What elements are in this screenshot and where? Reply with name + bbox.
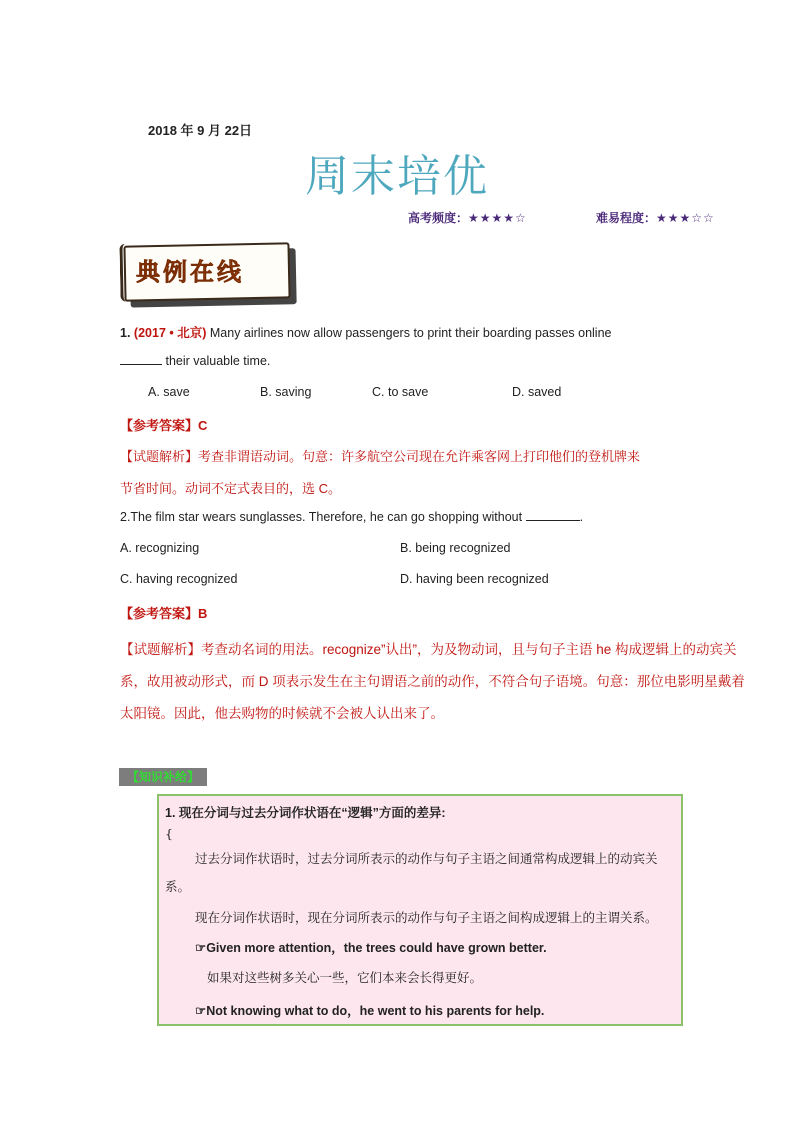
example-translation: 如果对这些树多关心一些，它们本来会长得更好。 bbox=[207, 970, 483, 985]
section-banner bbox=[120, 240, 296, 306]
knowledge-heading: 1. 现在分词与过去分词作状语在“逻辑”方面的差异: bbox=[165, 806, 446, 820]
section-banner-text: 典例在线 bbox=[136, 258, 244, 286]
example-sentence: ☞Given more attention，the trees could have grown better. bbox=[195, 941, 547, 955]
brace-symbol: { bbox=[165, 826, 173, 841]
option-a: A. save bbox=[148, 385, 190, 399]
frequency-stars: ★★★★☆ bbox=[468, 211, 527, 225]
date: 2018 年 9 月 22日 bbox=[148, 123, 253, 138]
analysis-line: 节省时间。动词不定式表目的，选 C。 bbox=[120, 481, 342, 496]
option-c: C. to save bbox=[372, 385, 429, 399]
difficulty-stars: ★★★☆☆ bbox=[656, 211, 715, 225]
frequency-rating bbox=[408, 209, 527, 226]
answer-blank bbox=[526, 520, 580, 521]
option-d: D. having been recognized bbox=[400, 572, 549, 586]
analysis-line: 【试题解析】考查动名词的用法。recognize”认出”，为及物动词，且与句子主语 he 构成逻辑上的动宾关 bbox=[120, 642, 737, 657]
option-b: B. saving bbox=[260, 385, 312, 399]
question-number: 1. bbox=[120, 326, 131, 340]
difficulty-rating bbox=[596, 209, 715, 226]
analysis-line: 系，故用被动形式，而 D 项表示发生在主句谓语之前的动作，不符合句子语境。句意：那位电影明星戴着 bbox=[120, 674, 745, 689]
question-2: 2.The film star wears sunglasses. Therefore, he can go shopping without . bbox=[120, 510, 584, 524]
question-1-line2 bbox=[120, 354, 270, 368]
example-sentence: ☞Not knowing what to do，he went to his parents for help. bbox=[195, 1004, 545, 1018]
analysis-line: 太阳镜。因此，他去购物的时候就不会被人认出来了。 bbox=[120, 706, 444, 721]
analysis-line: 【试题解析】考查非谓语动词。句意：许多航空公司现在允许乘客网上打印他们的登机牌来 bbox=[120, 449, 641, 464]
answer-blank bbox=[120, 364, 162, 365]
option-d: D. saved bbox=[512, 385, 562, 399]
page-title: 周末培优 bbox=[305, 151, 489, 202]
option-c: C. having recognized bbox=[120, 572, 238, 586]
question-1 bbox=[120, 323, 680, 341]
question-text-cont: their valuable time. bbox=[165, 354, 271, 368]
knowledge-line: 过去分词作状语时，过去分词所表示的动作与句子主语之间通常构成逻辑上的动宾关 bbox=[195, 851, 658, 866]
knowledge-box bbox=[157, 794, 683, 1026]
answer-label: 【参考答案】B bbox=[120, 606, 208, 621]
question-text: Many airlines now allow passengers to print their boarding passes online bbox=[209, 326, 612, 340]
question-text: 2.The film star wears sunglasses. Therefore, he can go shopping without bbox=[120, 510, 523, 524]
difficulty-label: 难易程度： bbox=[596, 211, 657, 225]
option-a: A. recognizing bbox=[120, 541, 200, 555]
knowledge-line: 系。 bbox=[165, 879, 191, 894]
option-b: B. being recognized bbox=[400, 541, 511, 555]
answer-label: 【参考答案】C bbox=[120, 418, 208, 433]
frequency-label: 高考频度： bbox=[408, 211, 469, 225]
knowledge-line: 现在分词作状语时，现在分词所表示的动作与句子主语之间构成逻辑上的主谓关系。 bbox=[195, 910, 658, 925]
question-source: (2017 • 北京) bbox=[133, 326, 207, 340]
knowledge-label: 【知识补给】 bbox=[119, 768, 207, 786]
